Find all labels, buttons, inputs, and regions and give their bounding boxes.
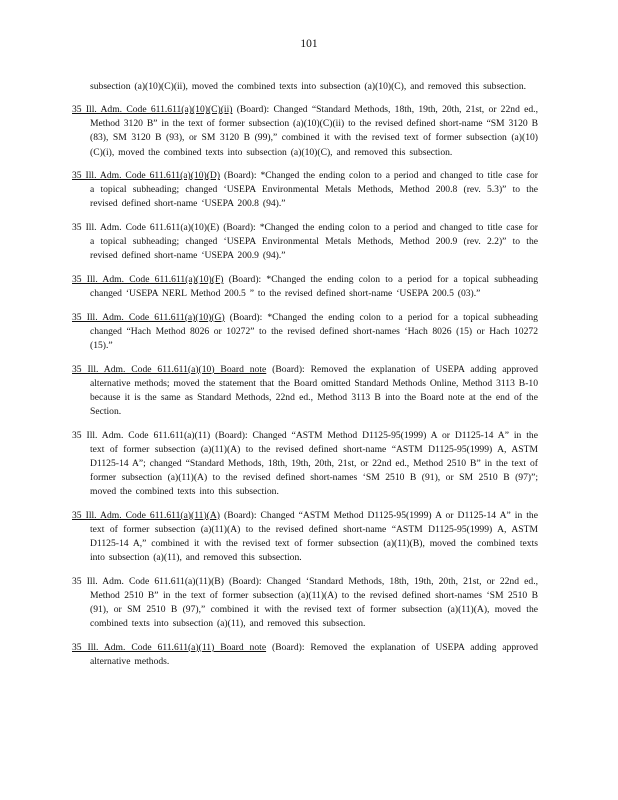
page-number: 101 <box>300 38 318 50</box>
entry-text: (Board): *Changed the ending colon to a period and changed to title case for a topical subheading; changed ‘USEPA Environmental Metals Methods, Method 200.9 (rev. 2.2)” to the revised defined short-name ‘USEPA 200.9 (94).” <box>90 222 538 262</box>
entry-citation: 35 Ill. Adm. Code 611.611(a)(11)(A) <box>72 509 220 521</box>
entry-citation: 35 Ill. Adm. Code 611.611(a)(10)(D) <box>72 170 221 182</box>
entry-paragraph <box>72 169 538 211</box>
entry-text: (Board): *Changed the ending colon to a period for a topical subheading changed “Hach Method 8026 or 10272” to the revised defined short-names ‘Hach 8026 (15) or Hach 10272 (15).” <box>90 311 538 351</box>
entry-paragraph <box>72 429 538 499</box>
entry-citation: 35 Ill. Adm. Code 611.611(a)(10) Board note <box>72 363 267 375</box>
entry-paragraph <box>72 103 538 159</box>
entry-citation: 35 Ill. Adm. Code 611.611(a)(10)(G) <box>72 311 225 323</box>
entry-citation: 35 Ill. Adm. Code 611.611(a)(11) Board note <box>72 641 267 653</box>
entry-paragraph <box>72 363 538 419</box>
entry-text: (Board): Removed the explanation of USEPA adding approved alternative methods; moved the statement that the Board omitted Standard Methods Online, Method 3113 B-10 because it is the same as Standard Methods, 22nd ed., Method 3113 B into the Board note at the end of the Section. <box>90 363 538 417</box>
entry-citation: 35 Ill. Adm. Code 611.611(a)(10)(E) <box>72 222 220 234</box>
entry-text: (Board): *Changed the ending colon to a period and changed to title case for a topical subheading; changed ‘USEPA Environmental Metals Methods, Method 200.8 (rev. 5.3)” to the revised defined short-name ‘USEPA 200.8 (94).” <box>90 170 538 210</box>
entry-text: (Board): Changed “ASTM Method D1125-95(1999) A or D1125-14 A” in the text of former subsection (a)(11)(A) to the revised defined short-name “ASTM D1125-95(1999) A, ASTM D1125-14 A,” combined it with the revised text of former subsection (a)(11)(B), moved the combined texts into subsection (a)(11), and removed this subsection. <box>90 509 538 563</box>
entry-paragraph <box>72 221 538 263</box>
entry-text: (Board): *Changed the ending colon to a period for a topical subheading changed ‘USEPA NERL Method 200.5 ” to the revised defined short-name ‘USEPA 200.5 (03).” <box>90 274 538 300</box>
entry-paragraph <box>72 575 538 631</box>
entry-text: (Board): Changed “Standard Methods, 18th, 19th, 20th, 21st, or 22nd ed., Method 3120 B” in the text of former subsection (a)(10)(C)(ii) to the revised defined short-name “SM 3120 B (83), SM 3120 B (93), or SM 3120 B (99),” combined it with the revised text of former subsection (a)(10)(C)(i), moved the combined texts into subsection (a)(10)(C), and removed this subsection. <box>90 104 538 158</box>
continuation-paragraph: subsection (a)(10)(C)(ii), moved the combined texts into subsection (a)(10)(C), and removed this subsection. <box>90 80 527 92</box>
entry-text: (Board): Removed the explanation of USEPA adding approved alternative methods. <box>90 641 538 667</box>
entry-citation: 35 Ill. Adm. Code 611.611(a)(10)(F) <box>72 274 224 285</box>
page-content <box>72 70 538 673</box>
entry-paragraph <box>72 641 538 669</box>
entry-paragraph <box>72 311 538 353</box>
entry-paragraph <box>72 273 538 301</box>
entry-text: (Board): Changed “ASTM Method D1125-95(1999) A or D1125-14 A” in the text of former subsection (a)(11)(A) to the revised defined short-name “ASTM D1125-95(1999) A, ASTM D1125-14 A”; changed “Standard Methods, 18th, 19th, 20th, 21st, or 22nd ed., Method 2510 B” in the text of former subsection (a)(11)(A) to the revised defined short-names ‘SM 2510 B (91), or SM 2510 B (97)”; moved the combined texts into this subsection. <box>90 429 538 497</box>
entry-text: (Board): Changed ‘Standard Methods, 18th, 19th, 20th, 21st, or 22nd ed., Method 2510 B” in the text of former subsection (a)(11)(A) to the revised defined short-names ‘SM 2510 B (91), or SM 2510 B (97),” combined it with the revised text of former subsection (a)(11)(A), moved the combined texts into subsection (a)(11), and removed this subsection. <box>90 575 539 629</box>
entry-citation: 35 Ill. Adm. Code 611.611(a)(11)(B) <box>72 575 224 587</box>
entry-paragraph <box>72 509 538 565</box>
entry-citation: 35 Ill. Adm. Code 611.611(a)(11) <box>72 429 211 441</box>
entry-citation: 35 Ill. Adm. Code 611.611(a)(10)(C)(ii) <box>72 104 233 116</box>
